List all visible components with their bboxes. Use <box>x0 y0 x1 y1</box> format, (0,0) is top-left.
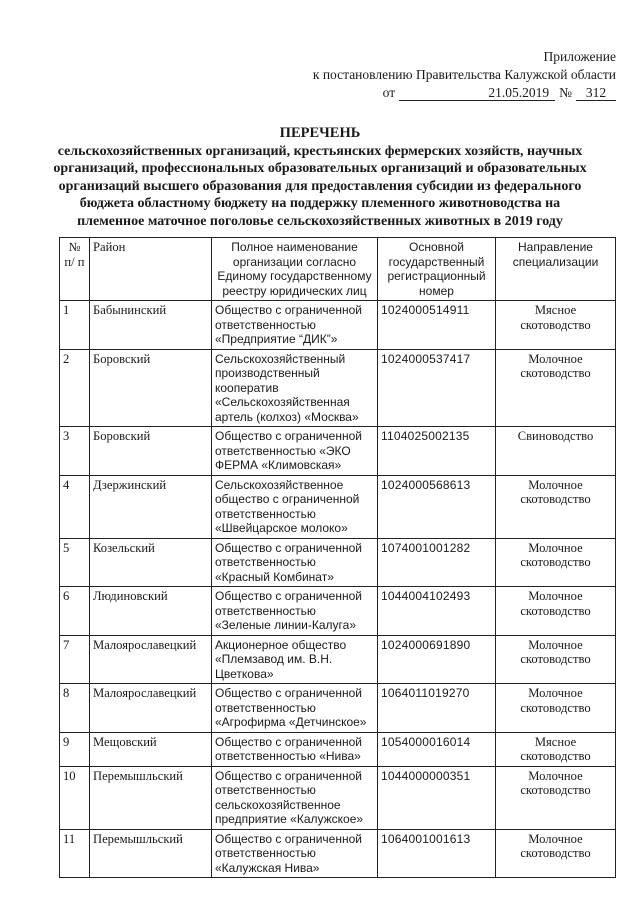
row-number: 6 <box>60 587 90 636</box>
row-organization: Общество с ограниченной ответственностью «Калужская Нива» <box>212 829 378 878</box>
title-line-2: организаций, профессиональных образовательных организаций и образовательных <box>53 161 587 176</box>
table-row <box>60 635 616 684</box>
row-district: Людиновский <box>90 587 212 636</box>
row-specialization: Молочное скотоводство <box>496 538 616 587</box>
row-organization: Общество с ограниченной ответственностью «Зеленые линии-Калуга» <box>212 587 378 636</box>
row-ogrn: 1024000537417 <box>378 349 496 427</box>
table-row <box>60 829 616 878</box>
header-district: Район <box>90 238 212 301</box>
title-line-4: бюджета областному бюджету на поддержку племенного животноводства на <box>79 196 561 211</box>
row-ogrn: 1064011019270 <box>378 684 496 733</box>
appendix-number-label: № <box>559 85 572 100</box>
row-number: 1 <box>60 301 90 350</box>
row-specialization: Молочное скотоводство <box>496 635 616 684</box>
row-organization: Общество с ограниченной ответственностью «ЭКО ФЕРМА «Климовская» <box>212 427 378 476</box>
row-specialization: Молочное скотоводство <box>496 684 616 733</box>
row-district: Малоярославецкий <box>90 684 212 733</box>
row-ogrn: 1074001001282 <box>378 538 496 587</box>
table-row <box>60 475 616 538</box>
table-row <box>60 427 616 476</box>
header-ogrn: Основной государственный регистрационный номер <box>378 238 496 301</box>
row-number: 8 <box>60 684 90 733</box>
row-number: 5 <box>60 538 90 587</box>
row-organization: Общество с ограниченной ответственностью «Агрофирма «Детчинское» <box>212 684 378 733</box>
row-specialization: Мясное скотоводство <box>496 301 616 350</box>
row-organization: Общество с ограниченной ответственностью «Нива» <box>212 732 378 766</box>
row-specialization: Молочное скотоводство <box>496 829 616 878</box>
table-header-row <box>60 238 616 301</box>
row-ogrn: 1054000016014 <box>378 732 496 766</box>
header-number: № п/ п <box>60 238 90 301</box>
row-specialization: Молочное скотоводство <box>496 475 616 538</box>
row-number: 2 <box>60 349 90 427</box>
row-organization: Общество с ограниченной ответственностью «Красный Комбинат» <box>212 538 378 587</box>
appendix-resolution: к постановлению Правительства Калужской области <box>312 67 616 82</box>
row-organization: Сельскохозяйственное общество с ограниченной ответственностью «Швейцарское молоко» <box>212 475 378 538</box>
row-number: 3 <box>60 427 90 476</box>
appendix-number: 312 <box>576 85 616 101</box>
table-row <box>60 766 616 829</box>
table-row <box>60 732 616 766</box>
row-ogrn: 1044004102493 <box>378 587 496 636</box>
row-specialization: Мясное скотоводство <box>496 732 616 766</box>
appendix-block <box>276 48 616 102</box>
row-organization: Акционерное общество «Племзавод им. В.Н. Цветкова» <box>212 635 378 684</box>
row-ogrn: 1104025002135 <box>378 427 496 476</box>
title-line-5: племенное маточное поголовье сельскохозяйственных животных в 2019 году <box>77 213 563 229</box>
row-specialization: Молочное скотоводство <box>496 587 616 636</box>
table-row <box>60 538 616 587</box>
row-organization: Общество с ограниченной ответственностью сельскохозяйственное предприятие «Калужское» <box>212 766 378 829</box>
row-district: Дзержинский <box>90 475 212 538</box>
row-district: Перемышльский <box>90 766 212 829</box>
document-title <box>40 125 600 230</box>
appendix-date-line <box>276 84 616 102</box>
row-number: 4 <box>60 475 90 538</box>
row-number: 9 <box>60 732 90 766</box>
row-number: 11 <box>60 829 90 878</box>
row-district: Боровский <box>90 427 212 476</box>
row-organization: Сельскохозяйственный производственный кооператив «Сельскохозяйственная артель (колхоз) «Москва» <box>212 349 378 427</box>
row-specialization: Молочное скотоводство <box>496 349 616 427</box>
row-specialization: Молочное скотоводство <box>496 766 616 829</box>
row-district: Бабынинский <box>90 301 212 350</box>
appendix-title: Приложение <box>543 49 616 64</box>
title-line-1: сельскохозяйственных организаций, крестьянских фермерских хозяйств, научных <box>57 143 583 159</box>
row-specialization: Свиноводство <box>496 427 616 476</box>
row-number: 7 <box>60 635 90 684</box>
row-district: Козельский <box>90 538 212 587</box>
appendix-from-label: от <box>382 85 396 100</box>
title-line-3: организаций высшего образования для предоставления субсидии из федерального <box>58 178 582 194</box>
row-organization: Общество с ограниченной ответственностью «Предприятие “ДИК”» <box>212 301 378 350</box>
row-ogrn: 1024000691890 <box>378 635 496 684</box>
row-number: 10 <box>60 766 90 829</box>
row-ogrn: 1064001001613 <box>378 829 496 878</box>
row-ogrn: 1024000514911 <box>378 301 496 350</box>
row-ogrn: 1044000000351 <box>378 766 496 829</box>
table-row <box>60 684 616 733</box>
row-district: Малоярославецкий <box>90 635 212 684</box>
header-organization: Полное наименование организации согласно Единому государственному реестру юридических лиц <box>212 238 378 301</box>
organizations-table <box>59 237 616 878</box>
table-row <box>60 301 616 350</box>
row-district: Перемышльский <box>90 829 212 878</box>
row-district: Мещовский <box>90 732 212 766</box>
table-row <box>60 587 616 636</box>
header-specialization: Направление специализации <box>496 238 616 301</box>
title-heading: ПЕРЕЧЕНЬ <box>279 125 361 141</box>
row-ogrn: 1024000568613 <box>378 475 496 538</box>
table-row <box>60 349 616 427</box>
row-district: Боровский <box>90 349 212 427</box>
appendix-date: 21.05.2019 <box>399 85 555 101</box>
